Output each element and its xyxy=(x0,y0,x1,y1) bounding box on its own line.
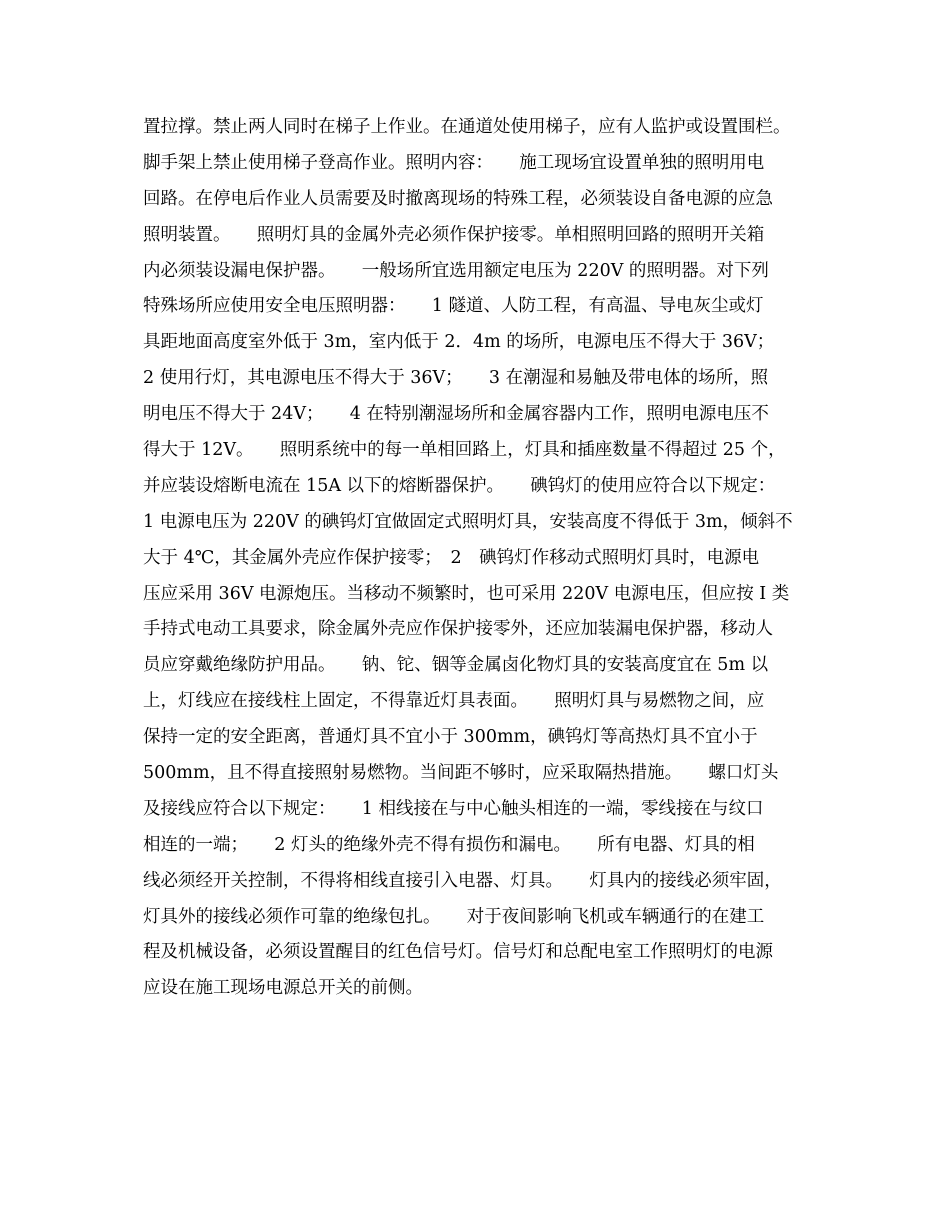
text-line: 及接线应符合以下规定： 1 相线接在与中心触头相连的一端，零线接在与纹口 xyxy=(143,798,764,819)
text-line: 大于 4℃，其金属外壳应作保护接零； 2 碘钨灯作移动式照明灯具时，电源电 xyxy=(143,547,760,568)
text-line: 照明装置。 照明灯具的金属外壳必须作保护接零。单相照明回路的照明开关箱 xyxy=(143,224,765,245)
text-line: 员应穿戴绝缘防护用品。 钠、铊、铟等金属卤化物灯具的安装高度宜在 5m 以 xyxy=(143,655,769,676)
text-line: 脚手架上禁止使用梯子登高作业。照明内容： 施工现场宜设置单独的照明用电 xyxy=(143,152,765,173)
text-line: 置拉撑。禁止两人同时在梯子上作业。在通道处使用梯子，应有人监护或设置围栏。 xyxy=(143,117,791,137)
text-line: 得大于 12V。 照明系统中的每一单相回路上，灯具和插座数量不得超过 25 个， xyxy=(143,440,786,461)
text-line: 手持式电动工具要求，除金属外壳应作保护接零外，还应加装漏电保护器，移动人 xyxy=(143,619,773,640)
text-line: 500mm，且不得直接照射易燃物。当间距不够时，应采取隔热措施。 螺口灯头 xyxy=(143,763,779,784)
text-line: 上，灯线应在接线柱上固定，不得靠近灯具表面。 照明灯具与易燃物之间，应 xyxy=(143,691,765,712)
text-line: 1 电源电压为 220V 的碘钨灯宜做固定式照明灯具，安装高度不得低于 3m，倾斜不 xyxy=(143,511,793,532)
text-line: 回路。在停电后作业人员需要及时撤离现场的特殊工程，必须装设自备电源的应急 xyxy=(143,188,773,209)
text-line: 程及机械设备，必须设置醒目的红色信号灯。信号灯和总配电室工作照明灯的电源 xyxy=(143,942,773,963)
body-text xyxy=(143,110,843,1007)
text-line: 明电压不得大于 24V； 4 在特别潮湿场所和金属容器内工作，照明电源电压不 xyxy=(143,404,769,425)
text-line: 应设在施工现场电源总开关的前侧。 xyxy=(143,978,423,999)
text-line: 特殊场所应使用安全电压照明器： 1 隧道、人防工程，有高温、导电灰尘或灯 xyxy=(143,296,764,317)
text-line: 具距地面高度室外低于 3m，室内低于 2．4m 的场所，电源电压不得大于 36V； xyxy=(143,332,775,353)
text-line: 并应装设熔断电流在 15A 以下的熔断器保护。 碘钨灯的使用应符合以下规定： xyxy=(143,475,776,496)
text-line: 线必须经开关控制，不得将相线直接引入电器、灯具。 灯具内的接线必须牢固， xyxy=(143,870,782,891)
text-line: 保持一定的安全距离，普通灯具不宜小于 300mm，碘钨灯等高热灯具不宜小于 xyxy=(143,727,758,748)
text-line: 压应采用 36V 电源炮压。当移动不频繁时，也可采用 220V 电源电压，但应按 I 类 xyxy=(143,583,790,604)
text-line: 内必须装设漏电保护器。 一般场所宜选用额定电压为 220V 的照明器。对下列 xyxy=(143,260,769,281)
text-line: 相连的一端； 2 灯头的绝缘外壳不得有损伤和漏电。 所有电器、灯具的相 xyxy=(143,834,755,855)
text-line: 灯具外的接线必须作可靠的绝缘包扎。 对于夜间影响飞机或车辆通行的在建工 xyxy=(143,906,765,927)
text-line: 2 使用行灯，其电源电压不得大于 36V； 3 在潮湿和易触及带电体的场所，照 xyxy=(143,368,769,389)
